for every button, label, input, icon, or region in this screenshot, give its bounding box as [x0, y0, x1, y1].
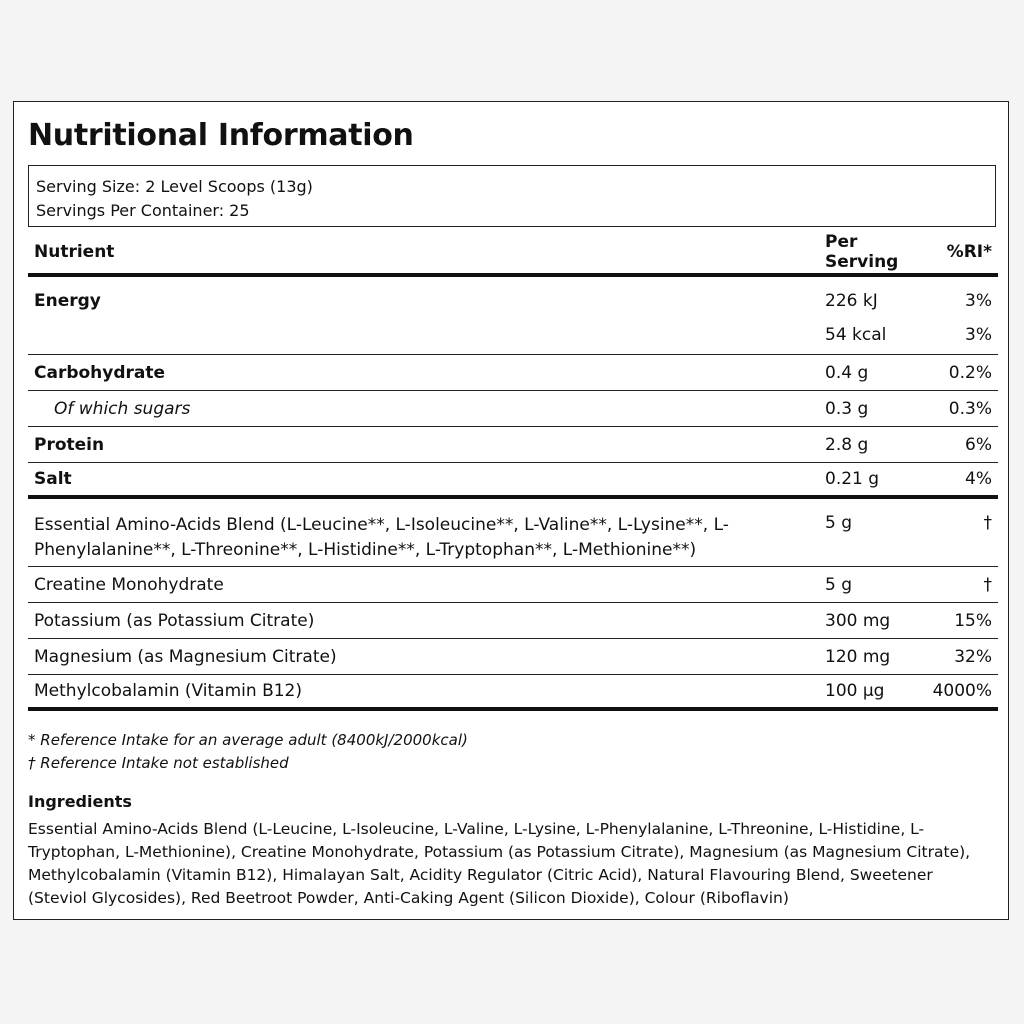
nutrient-name: Methylcobalamin (Vitamin B12)	[34, 681, 302, 701]
nutrition-table	[28, 230, 998, 711]
table-row-sugars	[28, 391, 998, 427]
servings-per-container: Servings Per Container: 25	[36, 201, 250, 220]
nutrient-ri: †	[983, 513, 992, 533]
serving-size: Serving Size: 2 Level Scoops (13g)	[36, 177, 313, 196]
table-row-vitamin-b12	[28, 675, 998, 711]
nutrient-name: Potassium (as Potassium Citrate)	[34, 610, 315, 631]
nutrient-value: 0.3 g	[825, 398, 869, 419]
table-row-creatine	[28, 567, 998, 603]
nutrient-value: 300 mg	[825, 610, 891, 631]
nutrient-ri: 0.2%	[948, 362, 992, 383]
table-row-magnesium	[28, 639, 998, 675]
header-ri: %RI*	[946, 241, 992, 262]
footnote-reference-intake: * Reference Intake for an average adult (8400kJ/2000kcal)	[28, 731, 468, 749]
nutrient-value: 5 g	[825, 513, 853, 533]
table-row-salt	[28, 463, 998, 499]
nutrient-ri: †	[983, 574, 992, 595]
nutrient-value: 5 g	[825, 574, 853, 595]
nutrient-name: Protein	[34, 434, 105, 455]
energy-kcal-value: 54 kcal	[825, 325, 887, 345]
energy-label: Energy	[34, 291, 101, 311]
energy-kj-ri: 3%	[965, 291, 992, 311]
nutrient-ri: 32%	[954, 646, 992, 667]
footnote-not-established: † Reference Intake not established	[28, 754, 289, 772]
nutrition-panel	[13, 101, 1009, 920]
nutrient-name: Salt	[34, 469, 72, 489]
ingredients-text: Essential Amino-Acids Blend (L-Leucine, L-Isoleucine, L-Valine, L-Lysine, L-Phenylalanine, L-Threonine, L-Histidine, L-Tryptophan, L-Methionine), Creatine Monohydrate, Potassium (as Potassium Citrate), Magnesium (as Magnesium Citrate), Methylcobalamin (Vitamin B12), Himalayan Salt, Acidity Regulator (Citric Acid), Natural Flavouring Blend, Sweetener (Steviol Glycosides), Red Beetroot Powder, Anti-Caking Agent (Silicon Dioxide), Colour (Riboflavin)	[28, 820, 971, 907]
nutrient-name: Carbohydrate	[34, 362, 166, 383]
page-title: Nutritional Information	[28, 118, 414, 153]
nutrient-value: 120 mg	[825, 646, 891, 667]
energy-kj-value: 226 kJ	[825, 291, 878, 311]
nutrient-name: Of which sugars	[54, 398, 191, 419]
serving-info-box	[28, 165, 996, 227]
nutrient-ri: 15%	[954, 610, 992, 631]
nutrient-value: 0.4 g	[825, 362, 869, 383]
nutrient-name: Creatine Monohydrate	[34, 574, 224, 595]
nutrient-value: 0.21 g	[825, 469, 880, 489]
nutrient-value: 2.8 g	[825, 434, 869, 455]
table-row-energy	[28, 277, 998, 355]
table-row-potassium	[28, 603, 998, 639]
table-row-amino-acids	[28, 499, 998, 567]
ingredients-title: Ingredients	[28, 792, 132, 811]
header-per-serving: Per Serving	[825, 231, 899, 272]
table-header	[28, 230, 998, 277]
table-row-protein	[28, 427, 998, 463]
nutrient-ri: 4%	[965, 469, 992, 489]
table-row-carbohydrate	[28, 355, 998, 391]
nutrient-ri: 6%	[965, 434, 992, 455]
nutrient-name: Magnesium (as Magnesium Citrate)	[34, 646, 337, 667]
nutrient-ri: 4000%	[932, 681, 992, 701]
energy-kcal-ri: 3%	[965, 325, 992, 345]
footnotes	[28, 729, 468, 775]
header-nutrient: Nutrient	[34, 241, 115, 262]
nutrient-name: Essential Amino-Acids Blend (L-Leucine**, L-Isoleucine**, L-Valine**, L-Lysine**, L-Phenylalanine**, L-Threonine**, L-Histidine**, L-Tryptophan**, L-Methionine**)	[34, 515, 729, 560]
nutrient-ri: 0.3%	[948, 398, 992, 419]
nutrient-value: 100 µg	[825, 681, 885, 701]
